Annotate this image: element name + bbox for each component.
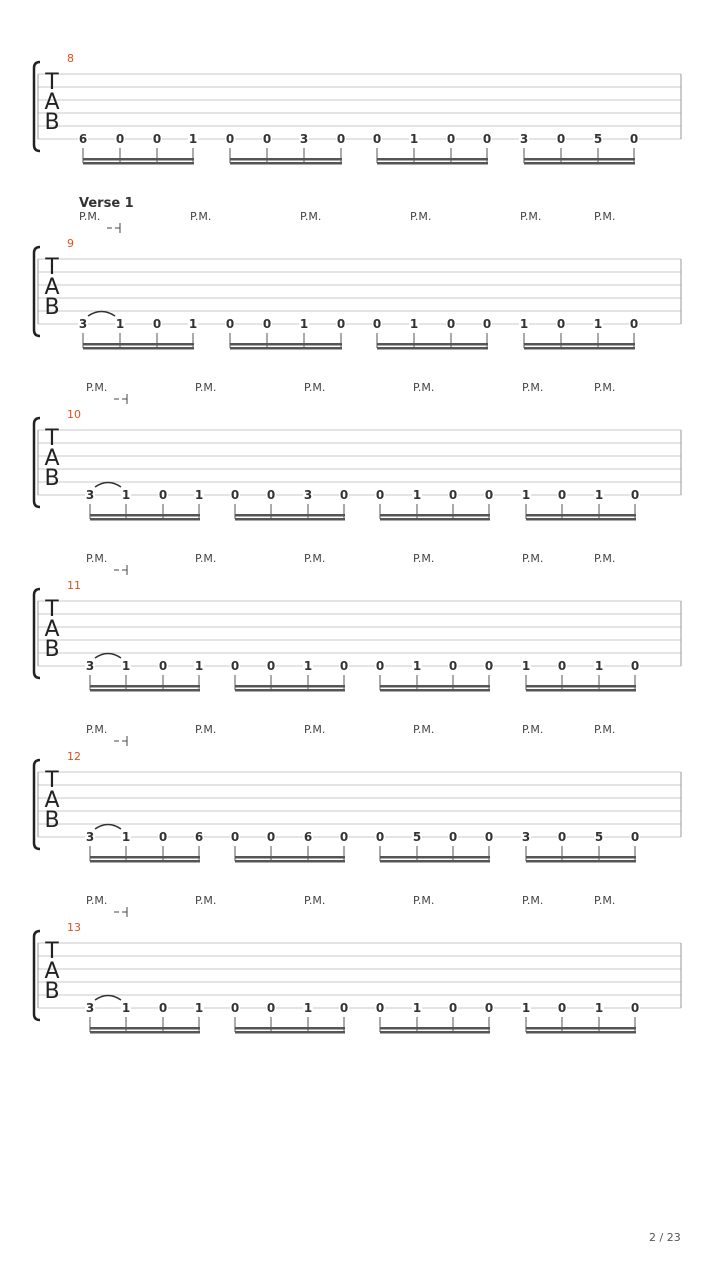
fret-number: 6 <box>194 830 204 844</box>
palm-mute-label: P.M. <box>522 894 544 907</box>
fret-number: 3 <box>85 659 95 673</box>
system-bracket <box>34 760 40 849</box>
fret-number: 0 <box>262 132 272 146</box>
fret-number: 0 <box>158 488 168 502</box>
palm-mute-label: P.M. <box>304 552 326 565</box>
fret-number: 0 <box>158 659 168 673</box>
fret-number: 5 <box>593 132 603 146</box>
fret-number: 0 <box>336 132 346 146</box>
palm-mute-label: P.M. <box>413 894 435 907</box>
fret-number: 1 <box>594 659 604 673</box>
beam-primary <box>526 514 636 517</box>
tab-clef-letter: T <box>45 70 59 95</box>
beam-secondary <box>235 689 345 692</box>
fret-number: 1 <box>299 317 309 331</box>
beam-primary <box>90 514 200 517</box>
slur <box>95 996 121 1001</box>
fret-number: 1 <box>412 659 422 673</box>
fret-number: 1 <box>521 488 531 502</box>
palm-mute-label: P.M. <box>594 894 616 907</box>
palm-mute-label: P.M. <box>594 210 616 223</box>
beam-primary <box>83 343 194 346</box>
fret-number: 0 <box>446 317 456 331</box>
fret-number: 1 <box>303 659 313 673</box>
beam-primary <box>524 158 635 161</box>
fret-number: 3 <box>521 830 531 844</box>
system-bracket <box>34 418 40 507</box>
palm-mute-label: P.M. <box>522 723 544 736</box>
beam-secondary <box>90 518 200 521</box>
palm-mute-label: P.M. <box>522 552 544 565</box>
fret-number: 0 <box>266 659 276 673</box>
palm-mute-label: P.M. <box>195 894 217 907</box>
beam-secondary <box>380 860 490 863</box>
beam-primary <box>230 343 342 346</box>
fret-number: 1 <box>194 659 204 673</box>
fret-number: 0 <box>152 132 162 146</box>
palm-mute-label: P.M. <box>522 381 544 394</box>
bar-number: 8 <box>67 52 74 65</box>
fret-number: 0 <box>266 1001 276 1015</box>
palm-mute-label: P.M. <box>413 552 435 565</box>
bar-number: 11 <box>67 579 81 592</box>
beam-primary <box>524 343 635 346</box>
beam-primary <box>230 158 342 161</box>
slur <box>95 483 121 488</box>
beam-secondary <box>230 347 342 350</box>
beam-secondary <box>380 1031 490 1034</box>
fret-number: 1 <box>121 830 131 844</box>
fret-number: 0 <box>266 488 276 502</box>
palm-mute-label: P.M. <box>304 894 326 907</box>
fret-number: 1 <box>194 1001 204 1015</box>
fret-number: 3 <box>85 488 95 502</box>
beam-primary <box>377 343 488 346</box>
fret-number: 1 <box>409 317 419 331</box>
fret-number: 1 <box>594 488 604 502</box>
tab-clef-letter: B <box>44 110 60 135</box>
fret-number: 1 <box>121 1001 131 1015</box>
beam-primary <box>526 856 636 859</box>
beam-secondary <box>377 347 488 350</box>
beam-primary <box>526 685 636 688</box>
beam-primary <box>380 1027 490 1030</box>
palm-mute-label: P.M. <box>190 210 212 223</box>
beam-secondary <box>235 860 345 863</box>
fret-number: 1 <box>594 1001 604 1015</box>
fret-number: 1 <box>519 317 529 331</box>
beam-primary <box>235 1027 345 1030</box>
palm-mute-label: P.M. <box>594 552 616 565</box>
palm-mute-label: P.M. <box>86 381 108 394</box>
tab-clef-letter: B <box>44 808 60 833</box>
tab-clef-letter: A <box>44 959 60 984</box>
tab-clef-letter: A <box>44 275 60 300</box>
beam-primary <box>526 1027 636 1030</box>
system-bracket <box>34 931 40 1020</box>
fret-number: 0 <box>372 317 382 331</box>
fret-number: 0 <box>266 830 276 844</box>
fret-number: 0 <box>448 1001 458 1015</box>
fret-number: 1 <box>115 317 125 331</box>
fret-number: 1 <box>121 659 131 673</box>
tab-clef-letter: B <box>44 979 60 1004</box>
tab-clef-letter: T <box>45 255 59 280</box>
beam-secondary <box>526 1031 636 1034</box>
fret-number: 0 <box>630 488 640 502</box>
fret-number: 0 <box>262 317 272 331</box>
beam-secondary <box>524 162 635 165</box>
beam-secondary <box>380 689 490 692</box>
fret-number: 0 <box>230 659 240 673</box>
palm-mute-label: P.M. <box>594 723 616 736</box>
fret-number: 0 <box>484 659 494 673</box>
fret-number: 0 <box>630 1001 640 1015</box>
fret-number: 3 <box>303 488 313 502</box>
fret-number: 0 <box>557 488 567 502</box>
section-label: Verse 1 <box>79 196 134 211</box>
fret-number: 1 <box>188 132 198 146</box>
beam-primary <box>90 856 200 859</box>
fret-number: 0 <box>484 830 494 844</box>
fret-number: 3 <box>78 317 88 331</box>
tab-clef-letter: B <box>44 637 60 662</box>
palm-mute-label: P.M. <box>413 381 435 394</box>
fret-number: 0 <box>557 1001 567 1015</box>
fret-number: 0 <box>448 659 458 673</box>
tab-clef-letter: A <box>44 617 60 642</box>
fret-number: 0 <box>484 1001 494 1015</box>
beam-primary <box>90 1027 200 1030</box>
fret-number: 0 <box>336 317 346 331</box>
fret-number: 0 <box>375 1001 385 1015</box>
fret-number: 3 <box>85 830 95 844</box>
fret-number: 0 <box>339 488 349 502</box>
beam-secondary <box>377 162 488 165</box>
palm-mute-label: P.M. <box>195 552 217 565</box>
fret-number: 0 <box>158 830 168 844</box>
beam-secondary <box>380 518 490 521</box>
fret-number: 0 <box>372 132 382 146</box>
fret-number: 1 <box>194 488 204 502</box>
beam-primary <box>377 158 488 161</box>
bar-number: 12 <box>67 750 81 763</box>
fret-number: 0 <box>556 132 566 146</box>
fret-number: 0 <box>630 830 640 844</box>
fret-number: 0 <box>158 1001 168 1015</box>
tab-clef-letter: T <box>45 939 59 964</box>
tab-clef-letter: A <box>44 788 60 813</box>
palm-mute-label: P.M. <box>86 723 108 736</box>
bar-number: 10 <box>67 408 81 421</box>
fret-number: 3 <box>299 132 309 146</box>
beam-secondary <box>90 860 200 863</box>
fret-number: 1 <box>521 1001 531 1015</box>
beam-secondary <box>235 1031 345 1034</box>
fret-number: 1 <box>303 1001 313 1015</box>
fret-number: 0 <box>339 1001 349 1015</box>
fret-number: 1 <box>121 488 131 502</box>
palm-mute-label: P.M. <box>594 381 616 394</box>
beam-primary <box>235 856 345 859</box>
tab-clef-letter: T <box>45 426 59 451</box>
beam-secondary <box>526 518 636 521</box>
system-bracket <box>34 62 40 151</box>
beam-secondary <box>90 689 200 692</box>
fret-number: 0 <box>446 132 456 146</box>
system-bracket <box>34 589 40 678</box>
beam-secondary <box>526 860 636 863</box>
fret-number: 0 <box>225 317 235 331</box>
tab-clef-letter: A <box>44 90 60 115</box>
tab-clef-letter: B <box>44 295 60 320</box>
palm-mute-label: P.M. <box>195 381 217 394</box>
fret-number: 0 <box>482 317 492 331</box>
beam-secondary <box>83 347 194 350</box>
palm-mute-label: P.M. <box>520 210 542 223</box>
tab-clef-letter: A <box>44 446 60 471</box>
fret-number: 1 <box>521 659 531 673</box>
palm-mute-label: P.M. <box>195 723 217 736</box>
tab-clef-letter: B <box>44 466 60 491</box>
fret-number: 1 <box>593 317 603 331</box>
fret-number: 5 <box>594 830 604 844</box>
beam-secondary <box>524 347 635 350</box>
fret-number: 0 <box>230 830 240 844</box>
beam-secondary <box>230 162 342 165</box>
palm-mute-label: P.M. <box>300 210 322 223</box>
beam-primary <box>235 685 345 688</box>
slur <box>95 654 121 659</box>
fret-number: 1 <box>409 132 419 146</box>
fret-number: 0 <box>152 317 162 331</box>
fret-number: 0 <box>482 132 492 146</box>
fret-number: 0 <box>556 317 566 331</box>
slur <box>88 312 115 317</box>
fret-number: 0 <box>557 659 567 673</box>
fret-number: 0 <box>230 488 240 502</box>
palm-mute-label: P.M. <box>79 210 101 223</box>
beam-secondary <box>83 162 194 165</box>
fret-number: 0 <box>375 830 385 844</box>
bar-number: 13 <box>67 921 81 934</box>
fret-number: 0 <box>630 659 640 673</box>
beam-primary <box>380 856 490 859</box>
palm-mute-label: P.M. <box>304 381 326 394</box>
palm-mute-label: P.M. <box>86 894 108 907</box>
beam-primary <box>380 514 490 517</box>
beam-secondary <box>90 1031 200 1034</box>
fret-number: 6 <box>78 132 88 146</box>
fret-number: 0 <box>629 132 639 146</box>
fret-number: 0 <box>629 317 639 331</box>
palm-mute-label: P.M. <box>413 723 435 736</box>
beam-primary <box>90 685 200 688</box>
fret-number: 0 <box>375 659 385 673</box>
fret-number: 0 <box>225 132 235 146</box>
page-indicator: 2 / 23 <box>649 1231 681 1244</box>
beam-primary <box>380 685 490 688</box>
fret-number: 3 <box>519 132 529 146</box>
fret-number: 1 <box>188 317 198 331</box>
palm-mute-label: P.M. <box>304 723 326 736</box>
fret-number: 0 <box>448 488 458 502</box>
bar-number: 9 <box>67 237 74 250</box>
fret-number: 0 <box>339 830 349 844</box>
beam-primary <box>235 514 345 517</box>
fret-number: 0 <box>375 488 385 502</box>
slur <box>95 825 121 830</box>
beam-secondary <box>235 518 345 521</box>
fret-number: 0 <box>448 830 458 844</box>
tab-clef-letter: T <box>45 597 59 622</box>
fret-number: 0 <box>557 830 567 844</box>
palm-mute-label: P.M. <box>86 552 108 565</box>
fret-number: 0 <box>230 1001 240 1015</box>
beam-primary <box>83 158 194 161</box>
fret-number: 0 <box>115 132 125 146</box>
fret-number: 3 <box>85 1001 95 1015</box>
palm-mute-label: P.M. <box>410 210 432 223</box>
fret-number: 0 <box>484 488 494 502</box>
system-bracket <box>34 247 40 336</box>
fret-number: 1 <box>412 488 422 502</box>
fret-number: 5 <box>412 830 422 844</box>
fret-number: 1 <box>412 1001 422 1015</box>
beam-secondary <box>526 689 636 692</box>
tab-clef-letter: T <box>45 768 59 793</box>
fret-number: 6 <box>303 830 313 844</box>
fret-number: 0 <box>339 659 349 673</box>
